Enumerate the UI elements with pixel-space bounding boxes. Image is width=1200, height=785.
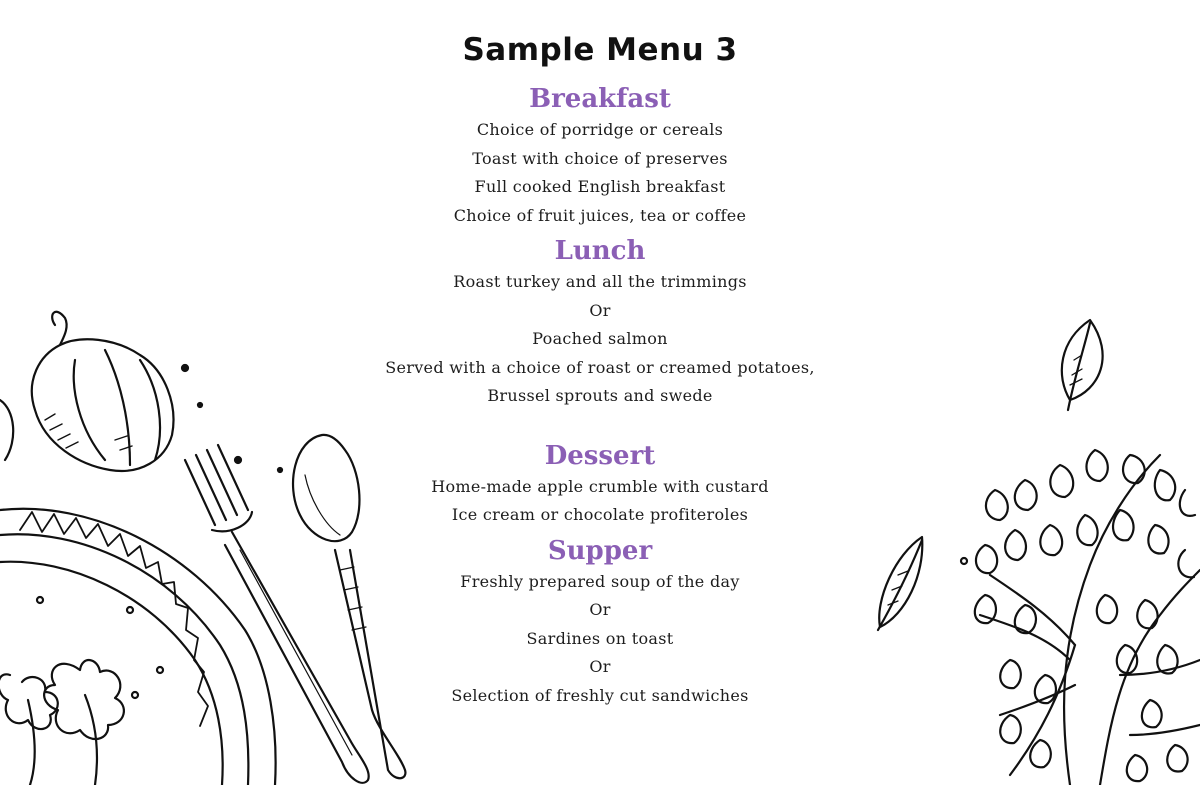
menu-item: Selection of freshly cut sandwiches	[451, 685, 749, 705]
menu-item: Choice of porridge or cereals	[476, 120, 724, 139]
foliage-illustration	[860, 315, 1200, 785]
menu-item: Choice of fruit juices, tea or coffee	[453, 205, 747, 225]
herb-icon	[0, 660, 124, 785]
section-heading: Dessert	[544, 440, 656, 471]
menu-item: Or	[589, 300, 611, 320]
section-lunch	[350, 234, 850, 411]
section-heading: Supper	[547, 535, 653, 566]
menu-item: Or	[589, 657, 611, 676]
menu-item: Brussel sprouts and swede	[487, 386, 713, 405]
menu-item: Roast turkey and all the trimmings	[453, 272, 747, 291]
menu-item: Freshly prepared soup of the day	[460, 571, 740, 591]
pepper-icon	[32, 312, 174, 471]
leaf-icon	[1062, 320, 1103, 410]
plate-icon	[0, 509, 276, 785]
page-title: Sample Menu 3	[462, 32, 738, 68]
section-dessert	[350, 439, 850, 530]
section-heading: Breakfast	[529, 84, 671, 114]
leaf-icon	[878, 537, 922, 630]
menu-item: Or	[589, 600, 611, 619]
section-supper	[350, 534, 850, 711]
menu-item: Served with a choice of roast or creamed potatoes,	[385, 357, 815, 377]
menu-item: Poached salmon	[532, 329, 668, 348]
section-breakfast	[350, 82, 850, 230]
menu-item: Full cooked English breakfast	[474, 177, 726, 196]
branch-icon	[975, 450, 1200, 785]
menu-item: Sardines on toast	[526, 628, 674, 648]
menu-item: Toast with choice of preserves	[472, 148, 728, 168]
menu-item: Ice cream or chocolate profiteroles	[451, 505, 749, 524]
menu-content	[350, 24, 850, 714]
section-spacer	[350, 415, 850, 439]
menu-item: Home-made apple crumble with custard	[431, 476, 769, 496]
section-heading: Lunch	[554, 236, 646, 266]
fork-icon	[185, 445, 369, 783]
